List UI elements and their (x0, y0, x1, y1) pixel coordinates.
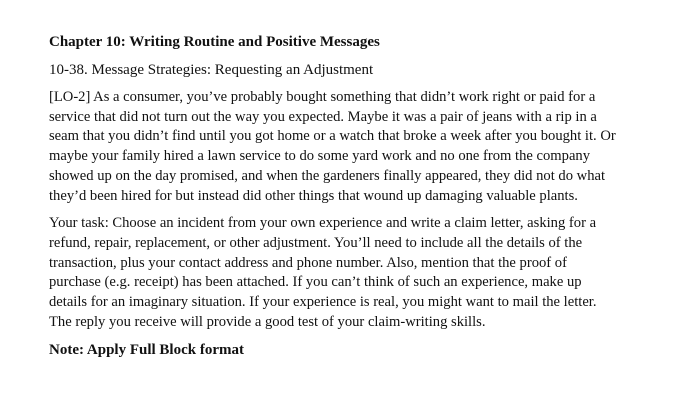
exercise-title: 10-38. Message Strategies: Requesting an Adjustment (49, 62, 374, 78)
paragraph-line: seam that you didn’t find until you got home or a watch that broke a week after you bought it. Or (49, 128, 616, 145)
format-note: Note: Apply Full Block format (49, 342, 244, 359)
paragraph-line: purchase (e.g. receipt) has been attached. If you can’t think of such an experience, make up (49, 274, 582, 291)
paragraph-line: showed up on the day promised, and when the gardeners finally appeared, they did not do what (49, 167, 606, 184)
paragraph-line: they’d been hired for but instead did other things that wound up damaging valuable plants. (49, 187, 578, 204)
paragraph-line: details for an imaginary situation. If your experience is real, you might want to mail the letter. (49, 294, 597, 311)
paragraph-line: refund, repair, replacement, or other adjustment. You’ll need to include all the details of the (49, 234, 583, 251)
paragraph-line: maybe your family hired a lawn service to do some yard work and no one from the company (49, 148, 591, 165)
chapter-title: Chapter 10: Writing Routine and Positive Messages (49, 34, 380, 50)
paragraph-line: The reply you receive will provide a good test of your claim-writing skills. (49, 313, 486, 330)
task-paragraph (49, 214, 669, 332)
paragraph-line: transaction, plus your contact address and phone number. Also, mention that the proof of (49, 254, 567, 271)
context-paragraph (49, 88, 669, 206)
paragraph-line: [LO-2] As a consumer, you’ve probably bought something that didn’t work right or paid for a (49, 89, 596, 105)
paragraph-line: service that did not turn out the way you expected. Maybe it was a pair of jeans with a rip in a (49, 108, 597, 125)
paragraph-line: Your task: Choose an incident from your own experience and write a claim letter, asking for a (49, 215, 597, 232)
document-page (49, 32, 669, 360)
